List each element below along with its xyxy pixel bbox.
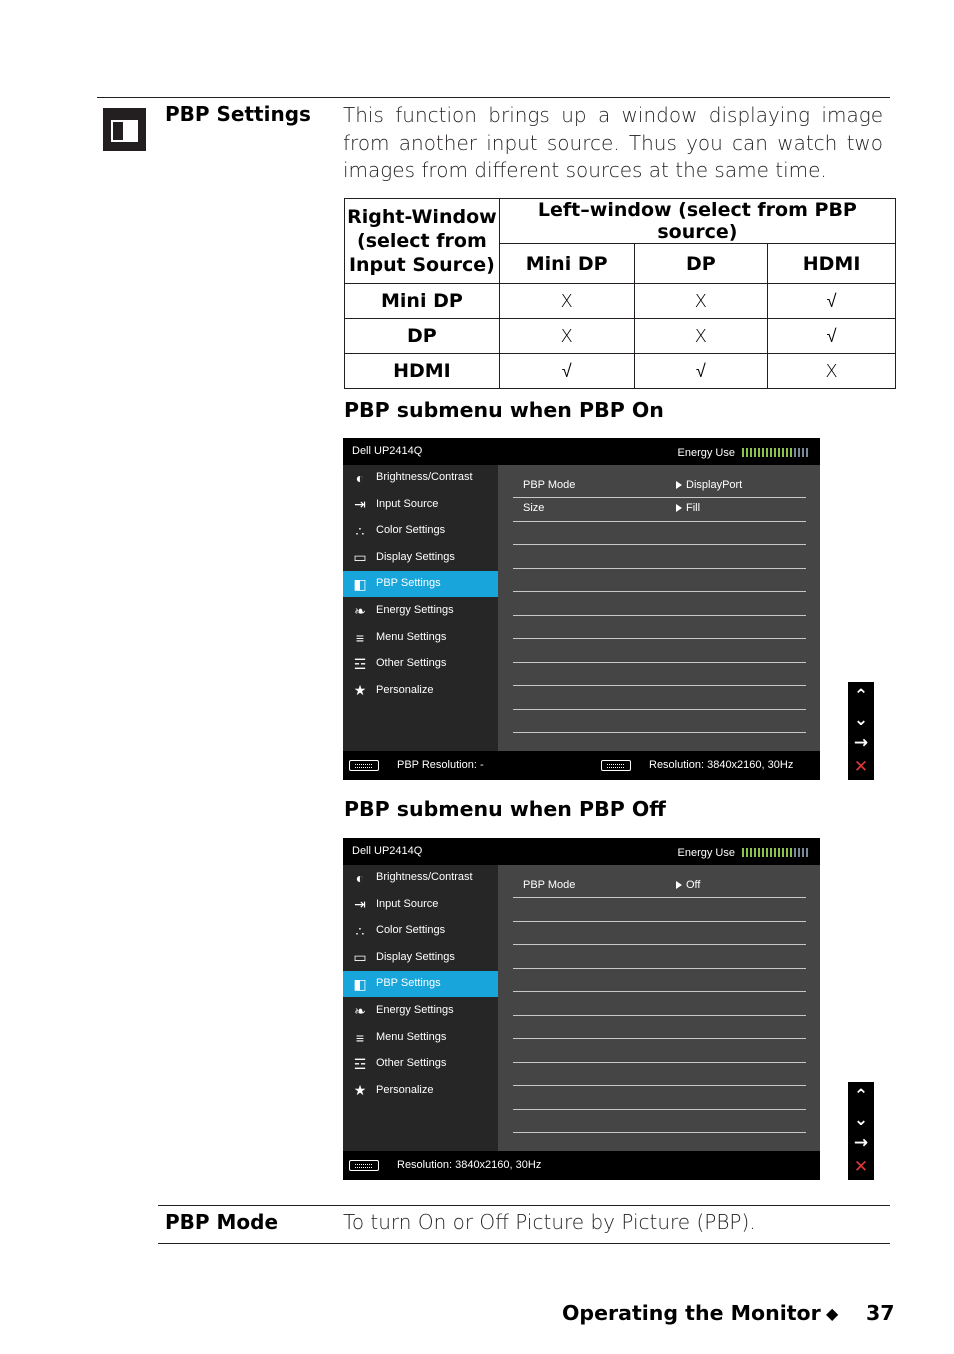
- osd-pbp-off: [343, 838, 820, 1180]
- energy-leaf-icon: ❧: [354, 1002, 366, 1019]
- menu-doc-icon: ≡: [355, 629, 365, 646]
- divider-line: [513, 1132, 806, 1133]
- menu-item[interactable]: [343, 998, 498, 1024]
- display-icon: ▭: [353, 949, 367, 966]
- row-header: DP: [345, 319, 500, 354]
- pbp-on-heading: PBP submenu when PBP On: [344, 398, 664, 422]
- menu-item-label: Input Source: [376, 497, 439, 510]
- connector-icon: [601, 760, 631, 771]
- divider-line: [513, 1109, 806, 1110]
- divider-line: [513, 1038, 806, 1039]
- menu-item-label: Menu Settings: [376, 630, 447, 643]
- pbp-mode-value[interactable]: DisplayPort: [676, 479, 742, 491]
- energy-leaf-icon: ❧: [354, 602, 366, 619]
- menu-item-label: Brightness/Contrast: [376, 471, 473, 483]
- display-icon: ▭: [353, 549, 367, 566]
- connector-icon: [349, 760, 379, 771]
- table-row: [345, 354, 896, 389]
- pbp-mode-label: PBP Mode: [523, 479, 576, 491]
- menu-item-label: Personalize: [376, 683, 434, 696]
- menu-item[interactable]: [343, 518, 498, 544]
- pbp-mode-value[interactable]: Off: [676, 879, 700, 891]
- top-rule: [97, 97, 890, 98]
- table-cell: X: [634, 284, 768, 319]
- divider-line: [513, 521, 806, 522]
- menu-item-label: Color Settings: [376, 524, 446, 537]
- divider-line: [513, 1085, 806, 1086]
- pbp-icon: ◧: [353, 575, 367, 592]
- pbp-settings-icon: [103, 108, 146, 151]
- menu-item[interactable]: [343, 1025, 498, 1051]
- input-source-icon: ⇥: [354, 896, 366, 913]
- menu-item-label: PBP Settings: [376, 977, 441, 990]
- color-dots-icon: ∴: [355, 522, 365, 539]
- osd-model: Dell UP2414Q: [352, 845, 423, 857]
- osd-content: [498, 865, 820, 1151]
- size-label: Size: [523, 502, 545, 514]
- osd-footer: [343, 1151, 820, 1180]
- divider-line: [513, 568, 806, 569]
- corner-header-line: Right-Window: [347, 206, 497, 228]
- column-header: HDMI: [768, 244, 896, 284]
- diamond-icon: ◆: [826, 1304, 839, 1323]
- pbp-compatibility-table: [344, 198, 896, 389]
- menu-item-label: Energy Settings: [376, 604, 454, 616]
- osd-sidebar: [343, 865, 498, 1151]
- menu-item[interactable]: [343, 865, 498, 891]
- menu-item[interactable]: [343, 918, 498, 944]
- pbp-mode-title: PBP Mode: [165, 1210, 279, 1234]
- divider-line: [513, 991, 806, 992]
- menu-item-label: Energy Settings: [376, 1004, 454, 1016]
- menu-item[interactable]: [343, 492, 498, 518]
- table-cell: X: [768, 354, 896, 389]
- column-header: Mini DP: [499, 244, 634, 284]
- section-description: [343, 102, 883, 185]
- table-row: [345, 319, 896, 354]
- color-dots-icon: ∴: [355, 922, 365, 939]
- menu-item-label: Display Settings: [376, 950, 455, 963]
- energy-use-label: Energy Use: [677, 447, 735, 459]
- group-header: Left–window (select from PBP source): [499, 199, 895, 244]
- corner-header: [345, 199, 500, 284]
- menu-item-label: Display Settings: [376, 550, 455, 563]
- table-row: [345, 284, 896, 319]
- description-line: images from different sources at the same time.: [343, 158, 827, 182]
- table-cell: X: [499, 319, 634, 354]
- divider-line: [513, 591, 806, 592]
- page-number: 37: [866, 1301, 895, 1325]
- divider-line: [513, 615, 806, 616]
- table-cell: X: [499, 284, 634, 319]
- menu-item[interactable]: [343, 571, 498, 597]
- sliders-icon: ☲: [353, 655, 367, 672]
- menu-item[interactable]: [343, 625, 498, 651]
- table-cell: √: [768, 284, 896, 319]
- corner-header-line: (select from: [357, 230, 487, 252]
- pbp-mode-description: To turn On or Off Picture by Picture (PBP).: [343, 1210, 756, 1234]
- chapter-title: Operating the Monitor: [562, 1301, 821, 1325]
- divider-line: [513, 968, 806, 969]
- up-arrow-icon[interactable]: ⌃: [853, 686, 869, 706]
- divider-line: [513, 732, 806, 733]
- star-icon: ★: [353, 1082, 367, 1099]
- table-cell: √: [634, 354, 768, 389]
- osd-keys: [848, 682, 874, 780]
- pbp-mode-label: PBP Mode: [523, 879, 576, 891]
- osd-pbp-on: [343, 438, 820, 780]
- menu-item-label: Input Source: [376, 897, 439, 910]
- osd-keys: [848, 1082, 874, 1180]
- pbp-off-heading: PBP submenu when PBP Off: [344, 797, 666, 821]
- description-line: from another input source. Thus you can watch two: [343, 130, 883, 155]
- pbp-icon: ◧: [353, 975, 367, 992]
- brightness-icon: ◐: [355, 870, 365, 886]
- connector-icon: [349, 1160, 379, 1171]
- osd-model: Dell UP2414Q: [352, 445, 423, 457]
- table-cell: √: [768, 319, 896, 354]
- menu-item-label: Brightness/Contrast: [376, 871, 473, 883]
- divider-line: [513, 685, 806, 686]
- divider-line: [513, 1015, 806, 1016]
- brightness-icon: ◐: [355, 470, 365, 486]
- row-header: Mini DP: [345, 284, 500, 319]
- divider-line: [513, 497, 806, 498]
- osd-sidebar: [343, 465, 498, 751]
- menu-item[interactable]: [343, 545, 498, 571]
- sliders-icon: ☲: [353, 1055, 367, 1072]
- pbp-mode-bottom-rule: [158, 1243, 890, 1244]
- divider-line: [513, 662, 806, 663]
- column-header: DP: [634, 244, 768, 284]
- input-source-icon: ⇥: [354, 496, 366, 513]
- close-x-icon[interactable]: ✕: [853, 1157, 869, 1177]
- osd-content: [498, 465, 820, 751]
- description-line: This function brings up a window displaying image: [343, 103, 883, 127]
- divider-line: [513, 944, 806, 945]
- divider-line: [513, 921, 806, 922]
- row-header: HDMI: [345, 354, 500, 389]
- menu-item[interactable]: [343, 678, 498, 704]
- menu-doc-icon: ≡: [355, 1029, 365, 1046]
- resolution: Resolution: 3840x2160, 30Hz: [397, 1159, 542, 1171]
- menu-item-label: PBP Settings: [376, 577, 441, 590]
- energy-meter: [742, 848, 808, 857]
- menu-item[interactable]: [343, 1051, 498, 1077]
- star-icon: ★: [353, 682, 367, 699]
- menu-item[interactable]: [343, 465, 498, 491]
- pbp-resolution: PBP Resolution: -: [397, 759, 484, 771]
- down-arrow-icon[interactable]: ⌄: [853, 710, 869, 730]
- enter-arrow-icon[interactable]: →: [853, 1133, 869, 1153]
- menu-item-label: Menu Settings: [376, 1030, 447, 1043]
- corner-header-line: Input Source): [348, 254, 495, 276]
- size-value[interactable]: Fill: [676, 502, 700, 514]
- energy-meter: [742, 448, 808, 457]
- divider-line: [513, 897, 806, 898]
- table-cell: √: [499, 354, 634, 389]
- menu-item[interactable]: [343, 892, 498, 918]
- divider-line: [513, 1062, 806, 1063]
- menu-item[interactable]: [343, 598, 498, 624]
- energy-use-label: Energy Use: [677, 847, 735, 859]
- close-x-icon[interactable]: ✕: [853, 757, 869, 777]
- up-arrow-icon[interactable]: ⌃: [853, 1086, 869, 1106]
- menu-item[interactable]: [343, 945, 498, 971]
- menu-item-label: Color Settings: [376, 924, 446, 937]
- menu-item-label: Other Settings: [376, 657, 447, 670]
- section-title: PBP Settings: [165, 102, 311, 126]
- resolution: Resolution: 3840x2160, 30Hz: [649, 759, 794, 771]
- menu-item[interactable]: [343, 1078, 498, 1104]
- divider-line: [513, 638, 806, 639]
- divider-line: [513, 709, 806, 710]
- enter-arrow-icon[interactable]: →: [853, 733, 869, 753]
- menu-item-label: Personalize: [376, 1083, 434, 1096]
- pbp-mode-top-rule: [158, 1205, 890, 1206]
- divider-line: [513, 544, 806, 545]
- menu-item-label: Other Settings: [376, 1057, 447, 1070]
- down-arrow-icon[interactable]: ⌄: [853, 1110, 869, 1130]
- menu-item[interactable]: [343, 651, 498, 677]
- menu-item[interactable]: [343, 971, 498, 997]
- osd-footer: [343, 751, 820, 780]
- table-cell: X: [634, 319, 768, 354]
